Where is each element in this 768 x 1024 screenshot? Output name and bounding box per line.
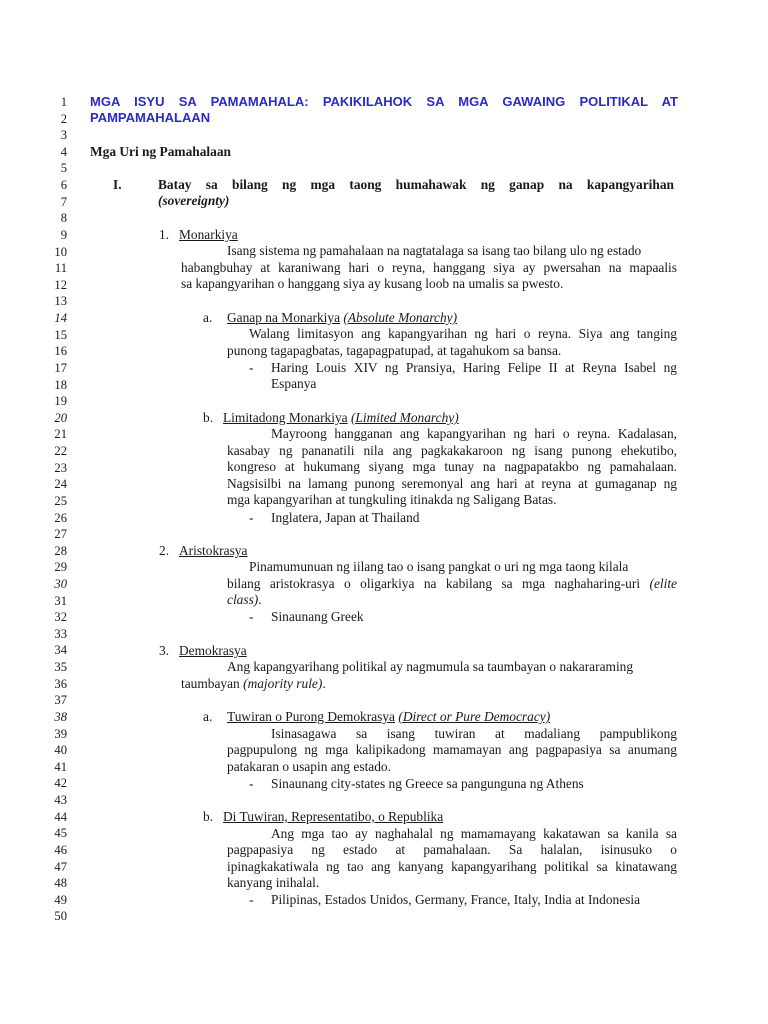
line-number: 23 — [54, 460, 67, 475]
limitado-example: Inglatera, Japan at Thailand — [271, 510, 420, 525]
line-number: 21 — [54, 427, 67, 442]
bullet-dash: - — [249, 609, 254, 624]
line-number: 31 — [54, 593, 67, 608]
line-number: 8 — [60, 211, 67, 226]
document-title-line-2: PAMPAMAHALAAN — [90, 110, 211, 125]
line-number: 13 — [54, 294, 67, 309]
bullet-dash: - — [249, 892, 254, 907]
ditudiran-example: Pilipinas, Estados Unidos, Germany, France, Italy, India at Indonesia — [271, 892, 641, 907]
tuwiran-heading: Tuwiran o Purong Demokrasya (Direct or Pure Democracy) — [227, 709, 551, 724]
limitado-heading: Limitadong Monarkiya (Limited Monarchy) — [223, 410, 459, 425]
line-number: 44 — [54, 809, 67, 824]
line-number: 19 — [54, 394, 67, 409]
line-number: 26 — [54, 510, 67, 525]
line-number: 1 — [60, 95, 67, 109]
line-number: 6 — [60, 178, 67, 193]
demokrasya-text-line: taumbayan (majority rule). — [181, 676, 326, 691]
tuwiran-text-line: Isinasagawa sa isang tuwiran at madaliang pampublikong — [271, 726, 677, 741]
line-number: 46 — [54, 842, 67, 857]
line-number: 34 — [54, 643, 67, 658]
line-number: 38 — [54, 709, 67, 724]
monarkiya-heading: Monarkiya — [179, 227, 238, 242]
line-number: 24 — [54, 477, 67, 492]
aristokrasya-heading: Aristokrasya — [179, 543, 248, 558]
ganap-heading: Ganap na Monarkiya (Absolute Monarchy) — [227, 310, 458, 325]
limitado-text-line: Nagsisilbi na lamang punong seremonyal ang hari at reyna at gumaganap ng — [227, 476, 677, 491]
line-number: 11 — [54, 261, 67, 276]
line-number: 27 — [54, 527, 67, 542]
line-number: 20 — [54, 410, 67, 425]
monarkiya-text-line: habangbuhay at karaniwang hari o reyna, hanggang siya ay pwersahan na mapaalis — [181, 260, 677, 275]
ditudiran-text-line: pagpapasiya ng estado at pamahalaan. Sa halalan, isinusuko o — [227, 842, 677, 857]
monarkiya-text-line: sa kapangyarihan o hanggang siya ay kusang loob na umalis sa pwesto. — [181, 276, 564, 291]
line-number: 14 — [54, 311, 67, 326]
subtitle: Mga Uri ng Pamahalaan — [90, 144, 231, 159]
line-number: 4 — [60, 144, 67, 159]
document-title-line-1: MGA ISYU SA PAMAMAHALA: PAKIKILAHOK SA MGA GAWAING POLITIKAL AT — [90, 94, 678, 109]
list-marker: 3. — [159, 643, 170, 658]
ditudiran-text-line: ipinagkakatiwala ng tao ang kanyang kapangyarihang politikal sa kinatawang — [227, 859, 677, 874]
ganap-example-line: Haring Louis XIV ng Pransiya, Haring Felipe II at Reyna Isabel ng — [271, 360, 677, 375]
line-number: 29 — [54, 560, 67, 575]
ganap-text-line: punong tagapagbatas, tagapagpatupad, at tagahukom sa bansa. — [227, 343, 562, 358]
line-number: 22 — [54, 444, 67, 459]
section-heading-line-2: (sovereignty) — [158, 193, 230, 208]
line-number: 36 — [54, 676, 67, 691]
tuwiran-text-line: patakaran o usapin ang estado. — [227, 759, 391, 774]
line-number: 39 — [54, 726, 67, 741]
aristokrasya-text-line: class). — [227, 592, 262, 607]
ganap-example-line: Espanya — [271, 376, 317, 391]
limitado-text-line: kasabay ng pananatili nila ang pagkakakaroon ng isang punong ehekutibo, — [227, 443, 677, 458]
line-number: 30 — [54, 576, 67, 591]
monarkiya-text-line: Isang sistema ng pamahalaan na nagtatalaga sa isang tao bilang ulo ng estado — [227, 243, 642, 258]
list-marker: 1. — [159, 227, 170, 242]
line-number: 28 — [54, 543, 67, 558]
line-number: 7 — [60, 194, 67, 209]
section-heading-line-1: Batay sa bilang ng mga taong humahawak ng ganap na kapangyarihan — [158, 177, 674, 192]
aristokrasya-text-line: bilang aristokrasya o oligarkiya na kabilang sa mga naghaharing-uri (elite — [227, 576, 677, 591]
line-number: 3 — [60, 128, 67, 143]
bullet-dash: - — [249, 776, 254, 791]
list-marker: b. — [203, 809, 214, 824]
line-number: 32 — [54, 610, 67, 625]
line-number: 18 — [54, 377, 67, 392]
line-number: 17 — [54, 360, 67, 375]
list-marker: a. — [203, 709, 213, 724]
line-number: 45 — [54, 826, 67, 841]
line-number: 42 — [54, 776, 67, 791]
bullet-dash: - — [249, 360, 254, 375]
line-number: 33 — [54, 626, 67, 641]
line-number: 35 — [54, 660, 67, 675]
section-numeral: I. — [113, 177, 122, 192]
line-number: 41 — [54, 759, 67, 774]
list-marker: a. — [203, 310, 213, 325]
tuwiran-text-line: pagpupulong ng mga kalipikadong mamamayan ang pagpapasiya sa anumang — [227, 742, 677, 757]
line-number: 37 — [54, 693, 67, 708]
limitado-text-line: mga kapangyarihan at tungkuling itinakda ng Saligang Batas. — [227, 492, 557, 507]
limitado-text-line: kongreso at hukumang siyang mga tunay na nagpapatakbo ng pamahalaan. — [227, 459, 677, 474]
tuwiran-example: Sinaunang city-states ng Greece sa pangunguna ng Athens — [271, 776, 584, 791]
limitado-text-line: Mayroong hangganan ang kapangyarihan ng hari o reyna. Kadalasan, — [271, 426, 677, 441]
ditudiran-text-line: kanyang inihalal. — [227, 875, 320, 890]
line-number: 5 — [60, 161, 67, 176]
line-number: 16 — [54, 344, 67, 359]
bullet-dash: - — [249, 510, 254, 525]
demokrasya-text-line: Ang kapangyarihang politikal ay nagmumula sa taumbayan o nakararaming — [227, 659, 634, 674]
line-number: 25 — [54, 493, 67, 508]
line-number: 49 — [54, 892, 67, 907]
line-number: 10 — [54, 244, 67, 259]
ganap-text-line: Walang limitasyon ang kapangyarihan ng hari o reyna. Siya ang tanging — [249, 326, 677, 341]
aristokrasya-text-line: Pinamumunuan ng iilang tao o isang pangkat o uri ng mga taong kilala — [249, 559, 629, 574]
list-marker: b. — [203, 410, 214, 425]
line-number: 43 — [54, 793, 67, 808]
demokrasya-heading: Demokrasya — [179, 643, 247, 658]
ditudiran-text-line: Ang mga tao ay naghahalal ng mamamayang kakatawan sa kanila sa — [271, 826, 677, 841]
line-number: 12 — [54, 277, 67, 292]
line-number: 2 — [60, 111, 67, 126]
line-number: 9 — [60, 227, 67, 242]
line-number: 47 — [54, 859, 67, 874]
ditudiran-heading: Di Tuwiran, Representatibo, o Republika — [223, 809, 444, 824]
line-number: 40 — [54, 743, 67, 758]
list-marker: 2. — [159, 543, 170, 558]
line-number: 50 — [54, 909, 67, 924]
aristokrasya-example: Sinaunang Greek — [271, 609, 364, 624]
line-number: 15 — [54, 327, 67, 342]
line-number: 48 — [54, 876, 67, 891]
